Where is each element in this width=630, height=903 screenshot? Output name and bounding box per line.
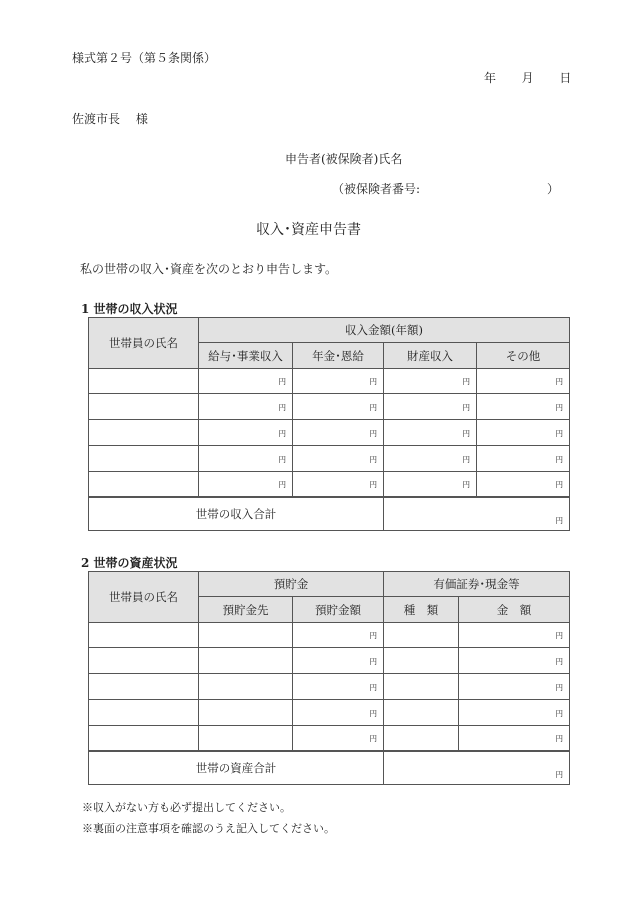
assets-col-type: 種 類 bbox=[384, 597, 459, 623]
date-month-label: 月 bbox=[521, 71, 534, 85]
assets-deposit-cell[interactable]: 円 bbox=[293, 648, 384, 674]
income-salary-cell[interactable]: 円 bbox=[199, 369, 293, 394]
income-pension-cell[interactable]: 円 bbox=[293, 420, 384, 446]
table-row bbox=[89, 420, 570, 446]
assets-bank-cell[interactable] bbox=[199, 648, 293, 674]
income-property-cell[interactable]: 円 bbox=[384, 394, 477, 420]
income-total-label: 世帯の収入合計 bbox=[89, 497, 384, 531]
assets-type-cell[interactable] bbox=[384, 648, 459, 674]
assets-total-label: 世帯の資産合計 bbox=[89, 751, 384, 785]
income-col-pension: 年金･恩給 bbox=[293, 343, 384, 369]
assets-amount-cell[interactable]: 円 bbox=[459, 623, 570, 648]
assets-deposit-cell[interactable]: 円 bbox=[293, 623, 384, 648]
income-name-cell[interactable] bbox=[89, 420, 199, 446]
assets-bank-cell[interactable] bbox=[199, 726, 293, 751]
assets-bank-cell[interactable] bbox=[199, 674, 293, 700]
note-2: ※裏面の注意事項を確認のうえ記入してください。 bbox=[82, 822, 335, 835]
income-col-salary: 給与･事業収入 bbox=[199, 343, 293, 369]
income-name-header: 世帯員の氏名 bbox=[89, 318, 199, 369]
applicant-name-label: 申告者(被保険者)氏名 bbox=[285, 152, 403, 166]
income-property-cell[interactable]: 円 bbox=[384, 369, 477, 394]
income-property-cell[interactable]: 円 bbox=[384, 472, 477, 497]
assets-name-cell[interactable] bbox=[89, 674, 199, 700]
table-row bbox=[89, 700, 570, 726]
income-other-cell[interactable]: 円 bbox=[477, 394, 570, 420]
addressee: 佐渡市長 様 bbox=[72, 112, 148, 126]
income-salary-cell[interactable]: 円 bbox=[199, 420, 293, 446]
assets-table bbox=[88, 571, 570, 785]
assets-total-row bbox=[89, 751, 570, 785]
date-day-label: 日 bbox=[559, 71, 572, 85]
assets-name-cell[interactable] bbox=[89, 700, 199, 726]
assets-bank-cell[interactable] bbox=[199, 623, 293, 648]
assets-col-bank: 預貯金先 bbox=[199, 597, 293, 623]
income-pension-cell[interactable]: 円 bbox=[293, 446, 384, 472]
income-name-cell[interactable] bbox=[89, 369, 199, 394]
assets-name-cell[interactable] bbox=[89, 623, 199, 648]
assets-amount-cell[interactable]: 円 bbox=[459, 648, 570, 674]
income-salary-cell[interactable]: 円 bbox=[199, 446, 293, 472]
assets-deposit-cell[interactable]: 円 bbox=[293, 726, 384, 751]
income-name-cell[interactable] bbox=[89, 472, 199, 497]
income-other-cell[interactable]: 円 bbox=[477, 369, 570, 394]
table-row bbox=[89, 394, 570, 420]
assets-type-cell[interactable] bbox=[384, 700, 459, 726]
income-other-cell[interactable]: 円 bbox=[477, 472, 570, 497]
assets-name-cell[interactable] bbox=[89, 648, 199, 674]
insured-number-open: （被保険者番号: bbox=[332, 182, 421, 196]
assets-amount-cell[interactable]: 円 bbox=[459, 726, 570, 751]
table-row bbox=[89, 369, 570, 394]
table-row bbox=[89, 726, 570, 751]
income-col-property: 財産収入 bbox=[384, 343, 477, 369]
income-section-heading: 1 世帯の収入状況 bbox=[81, 302, 178, 316]
income-other-cell[interactable]: 円 bbox=[477, 420, 570, 446]
document-title: 収入･資産申告書 bbox=[256, 222, 361, 238]
assets-col-deposit-amount: 預貯金額 bbox=[293, 597, 384, 623]
income-name-cell[interactable] bbox=[89, 394, 199, 420]
assets-amount-cell[interactable]: 円 bbox=[459, 700, 570, 726]
securities-header: 有価証券･現金等 bbox=[384, 572, 570, 597]
table-row bbox=[89, 446, 570, 472]
income-other-cell[interactable]: 円 bbox=[477, 446, 570, 472]
intro-text: 私の世帯の収入･資産を次のとおり申告します。 bbox=[80, 262, 338, 276]
date-year-label: 年 bbox=[484, 71, 497, 85]
income-col-other: その他 bbox=[477, 343, 570, 369]
table-row bbox=[89, 472, 570, 497]
assets-bank-cell[interactable] bbox=[199, 700, 293, 726]
table-row bbox=[89, 648, 570, 674]
savings-header: 預貯金 bbox=[199, 572, 384, 597]
table-row bbox=[89, 623, 570, 648]
assets-name-header: 世帯員の氏名 bbox=[89, 572, 199, 623]
income-pension-cell[interactable]: 円 bbox=[293, 369, 384, 394]
assets-type-cell[interactable] bbox=[384, 726, 459, 751]
note-1: ※収入がない方も必ず提出してください。 bbox=[82, 801, 291, 814]
income-pension-cell[interactable]: 円 bbox=[293, 394, 384, 420]
assets-col-amount: 金 額 bbox=[459, 597, 570, 623]
income-total-row bbox=[89, 497, 570, 531]
assets-type-cell[interactable] bbox=[384, 623, 459, 648]
income-salary-cell[interactable]: 円 bbox=[199, 394, 293, 420]
income-salary-cell[interactable]: 円 bbox=[199, 472, 293, 497]
income-amount-header: 収入金額(年額) bbox=[199, 318, 570, 343]
date-line bbox=[484, 69, 571, 86]
income-property-cell[interactable]: 円 bbox=[384, 446, 477, 472]
income-pension-cell[interactable]: 円 bbox=[293, 472, 384, 497]
table-row bbox=[89, 674, 570, 700]
assets-total-cell[interactable]: 円 bbox=[384, 751, 570, 785]
income-name-cell[interactable] bbox=[89, 446, 199, 472]
assets-amount-cell[interactable]: 円 bbox=[459, 674, 570, 700]
assets-section-heading: 2 世帯の資産状況 bbox=[81, 556, 178, 570]
assets-name-cell[interactable] bbox=[89, 726, 199, 751]
assets-deposit-cell[interactable]: 円 bbox=[293, 674, 384, 700]
form-number: 様式第２号（第５条関係） bbox=[72, 51, 217, 65]
insured-number-close: ） bbox=[547, 182, 560, 196]
income-table bbox=[88, 317, 570, 531]
assets-deposit-cell[interactable]: 円 bbox=[293, 700, 384, 726]
income-property-cell[interactable]: 円 bbox=[384, 420, 477, 446]
income-total-cell[interactable]: 円 bbox=[384, 497, 570, 531]
assets-type-cell[interactable] bbox=[384, 674, 459, 700]
